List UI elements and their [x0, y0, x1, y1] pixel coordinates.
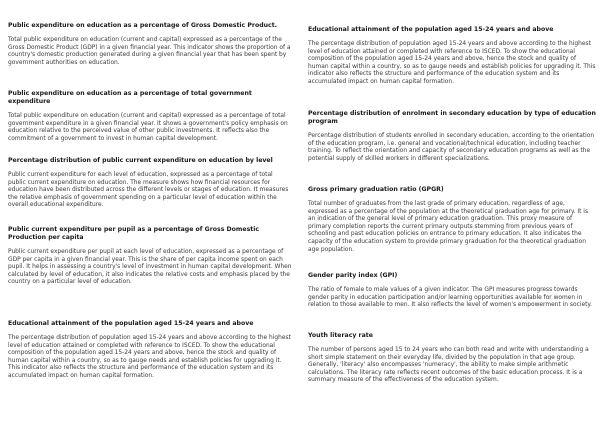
section-heading: Educational attainment of the population aged 15-24 years and above — [8, 320, 254, 327]
section-body: Percentage distribution of students enrolled in secondary education, according to the orientation of the education program, i.e. general and vocational/technical education, including teacher training. To reflect the orientation and capacity of secondary education programs as well as the potential supply of skilled workers in different specializations. — [308, 133, 595, 162]
section-educational-attainment — [8, 320, 292, 381]
section-heading: Youth literacy rate — [308, 332, 373, 339]
section-body: Total public expenditure on education (current and capital) expressed as a percentage of the Gross Domestic Product (GDP) in a given financial year. This indicator shows the proportion of a country's domestic production generated during a given financial year that has been spent by government authorities on education. — [8, 37, 291, 66]
section-govt-expenditure — [8, 90, 292, 143]
section-body: Public current expenditure per pupil at each level of education, expressed as a percentage of GDP per capita in a given financial year. This is the share of per capita income spent on each pupil. It helps in assessing a country's level of investment in human capital development. When calculated by level of education, it also indicates the relative costs and emphasis placed by the country on a particular level of education. — [8, 249, 292, 286]
section-gpgr — [308, 186, 596, 254]
section-heading: Public expenditure on education as a percentage of Gross Domestic Product. — [8, 22, 277, 29]
section-body: The percentage distribution of population aged 15-24 years and above according to the highest level of education attained or completed with reference to ISCED. To show the educational composition of the population aged 15-24 years and above, hence the stock and quality of human capital within a country, so as to gauge needs and establish policies for upgrading it. This indicator also reflects the structure and performance of the education system and its accumulated impact on human capital formation. — [308, 41, 596, 85]
section-body: Total public expenditure on education (current and capital) expressed as a percentage of total government expenditure in a given financial year. It shows a government's policy emphasis on education relative to the perceived value of other public investments. It reflects also the commitment of a government to invest in human capital development. — [8, 113, 288, 142]
section-gpi — [308, 272, 596, 310]
section-heading: Public current expenditure per pupil as a percentage of Gross Domestic Production per capita — [8, 226, 260, 241]
section-body: The ratio of female to male values of a given indicator. The GPI measures progress towards gender parity in education participation and/or learning opportunities available for women in relation to those available to men. It also reflects the level of women's empowerment in society. — [308, 287, 592, 309]
section-secondary-enrolment — [308, 110, 596, 163]
section-heading: Educational attainment of the population aged 15-24 years and above — [308, 26, 554, 33]
section-youth-literacy — [308, 332, 596, 385]
section-gdp-expenditure — [8, 22, 292, 67]
section-body: Total number of graduates from the last grade of primary education, regardless of age, expressed as a percentage of the population at the theoretical graduation age for primary. It is an indication of the general level of primary education graduation. This proxy measure of primary completion reports the current primary outputs stemming from previous years of schooling and past education policies on entrance to primary education. It also indicates the capacity of the education system to provide primary graduation for the theoretical graduation age population. — [308, 201, 589, 253]
section-expenditure-by-level — [8, 157, 292, 210]
section-heading: Percentage distribution of public current expenditure on education by level — [8, 157, 273, 164]
section-body: Public current expenditure for each level of education, expressed as a percentage of total public current expenditure on education. The measure shows how financial resources for education have been distributed across the different levels or stages of education. It measures the relative emphasis of government spending on a particular level of education within the overall educational expenditure. — [8, 172, 289, 209]
section-heading: Gender parity index (GPI) — [308, 272, 398, 279]
section-heading: Percentage distribution of enrolment in secondary education by type of education program — [308, 110, 596, 125]
section-heading: Public expenditure on education as a percentage of total government expenditure — [8, 90, 252, 105]
section-educational-attainment — [308, 26, 596, 87]
section-expenditure-per-pupil — [8, 226, 292, 287]
section-heading: Gross primary graduation ratio (GPGR) — [308, 186, 444, 193]
section-body: The percentage distribution of population aged 15-24 years and above according to the highest level of education attained or completed with reference to ISCED. To show the educational composition of the population aged 15-24 years and above, hence the stock and quality of human capital within a country, so as to gauge needs and establish policies for upgrading it. This indicator also reflects the structure and performance of the education system and its accumulated impact on human capital formation. — [8, 335, 291, 379]
section-body: The number of persons aged 15 to 24 years who can both read and write with understanding a short simple statement on their everyday life, divided by the population in that age group. Generally, 'literacy' also encompasses 'numeracy', the ability to make simple arithmetic calculations. The literacy rate reflects recent outcomes of the basic education process. It is a summary measure of the effectiveness of the education system. — [308, 347, 589, 384]
